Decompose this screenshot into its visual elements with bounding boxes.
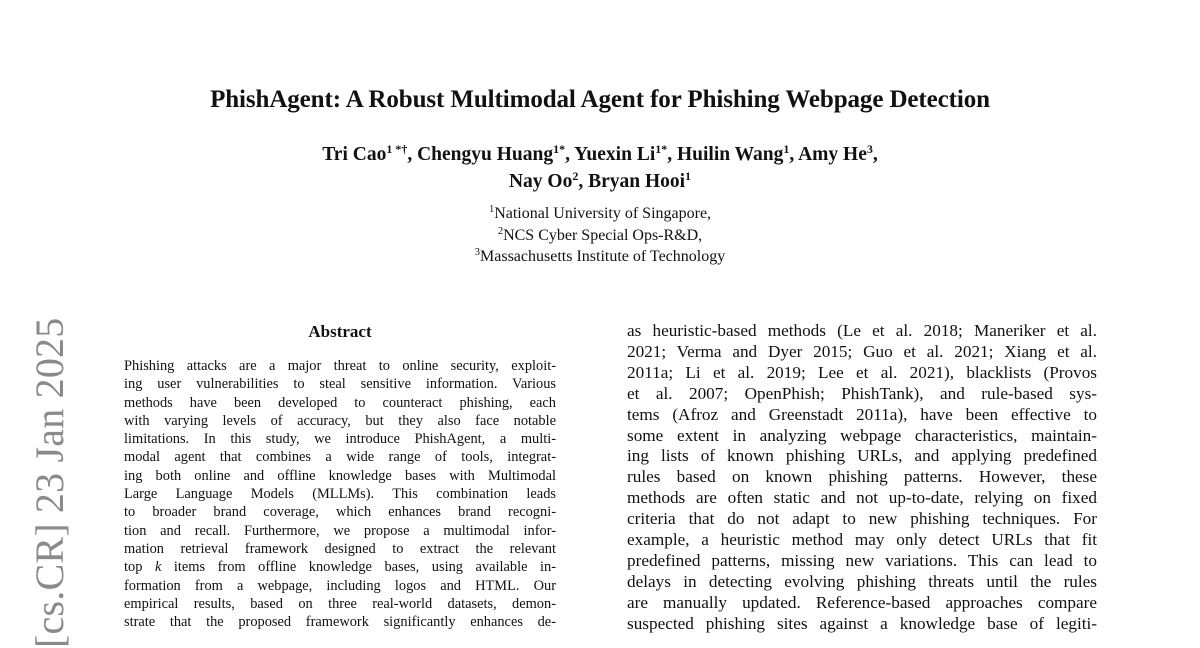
- body-line: rules based on known phishing patterns. However, these: [627, 467, 1097, 487]
- affiliation: [0, 246, 1200, 268]
- body-line: as heuristic-based methods (Le et al. 2018; Maneriker et al.: [627, 321, 1097, 340]
- author-separator: ,: [872, 144, 878, 165]
- body-line: are manually updated. Reference-based approaches compare: [627, 592, 1097, 612]
- affiliation: [0, 225, 1200, 247]
- affiliation: [0, 203, 1200, 225]
- abstract-heading: Abstract: [308, 322, 372, 341]
- arxiv-identifier: [cs.CR] 23 Jan 2025: [27, 317, 72, 648]
- body-text-column: [627, 321, 1097, 635]
- body-line: 2011a; Li et al. 2019; Lee et al. 2021), blacklists (Provos: [627, 362, 1097, 382]
- paper-title: PhishAgent: A Robust Multimodal Agent for Phishing Webpage Detection: [210, 86, 990, 113]
- affiliation-marker: 3: [474, 247, 481, 258]
- body-line: suspected phishing sites against a knowledge base of legiti-: [627, 613, 1097, 633]
- body-line: et al. 2007; OpenPhish; PhishTank), and rule-based sys-: [627, 383, 1097, 403]
- abstract-line: to broader brand coverage, which enhances brand recogni-: [124, 504, 556, 521]
- body-line: delays in detecting evolving phishing threats until the rules: [627, 571, 1097, 591]
- author-affiliation-marker: 1: [783, 142, 790, 156]
- author-name: Bryan Hooi: [588, 171, 686, 192]
- author-separator: ,: [667, 144, 677, 165]
- author-separator: ,: [565, 144, 575, 165]
- abstract-line: modal agent that combines a wide range of tools, integrat-: [124, 449, 556, 466]
- affiliation-name: NCS Cyber Special Ops-R&D,: [503, 226, 703, 244]
- author-name: Yuexin Li: [574, 144, 656, 165]
- author-affiliation-marker: 3: [866, 142, 873, 156]
- abstract-line: methods have been developed to counteract phishing, each: [124, 394, 556, 411]
- author-affiliation-marker: 2: [572, 169, 579, 183]
- abstract-line: mation retrieval framework designed to extract the relevant: [124, 540, 556, 557]
- abstract-line: limitations. In this study, we introduce PhishAgent, a multi-: [124, 431, 556, 448]
- abstract-line: ing both online and offline knowledge bases with Multimodal: [124, 467, 556, 484]
- author-affiliation-marker: 1*: [655, 142, 668, 156]
- affiliation-name: National University of Singapore,: [494, 205, 712, 222]
- abstract-line: with varying levels of accuracy, but they also face notable: [124, 412, 556, 429]
- body-line: ing lists of known phishing URLs, and applying predefined: [627, 446, 1097, 466]
- author-name: Huilin Wang: [677, 144, 784, 165]
- affiliation-marker: 1: [488, 204, 495, 215]
- body-line: methods are often static and not up-to-date, relying on fixed: [627, 488, 1097, 508]
- body-line: criteria that do not adapt to new phishing techniques. For: [627, 509, 1097, 529]
- body-line: some extent in analyzing webpage characteristics, maintain-: [627, 425, 1097, 445]
- abstract-line: empirical results, based on three real-world datasets, demon-: [124, 595, 556, 612]
- body-line: example, a heuristic method may only detect URLs that fit: [627, 530, 1097, 550]
- author-separator: ,: [578, 171, 589, 192]
- author-affiliation-marker: 1 *†: [386, 142, 408, 156]
- author-list: [0, 141, 1200, 195]
- author-line-2: [0, 168, 1200, 195]
- body-line: predefined patterns, missing new variations. This can lead to: [627, 550, 1097, 570]
- abstract-line: formation from a webpage, including logos and HTML. Our: [124, 577, 556, 594]
- author-affiliation-marker: 1: [685, 169, 692, 183]
- body-line: tems (Afroz and Greenstadt 2011a), have been effective to: [627, 404, 1097, 424]
- abstract-line: tion and recall. Furthermore, we propose a multimodal infor-: [124, 522, 556, 539]
- abstract-line: ing user vulnerabilities to steal sensitive information. Various: [124, 376, 556, 393]
- author-name: Amy He: [798, 144, 867, 165]
- abstract-line: strate that the proposed framework significantly enhances de-: [124, 614, 556, 631]
- author-separator: ,: [407, 144, 418, 165]
- author-name: Tri Cao: [322, 144, 387, 165]
- body-line: 2021; Verma and Dyer 2015; Guo et al. 2021; Xiang et al.: [627, 341, 1097, 361]
- author-affiliation-marker: 1*: [553, 142, 566, 156]
- abstract-line: Large Language Models (MLLMs). This combination leads: [124, 486, 556, 503]
- abstract-text: [124, 357, 556, 631]
- abstract-line: top k items from offline knowledge bases, using available in-: [124, 559, 556, 576]
- abstract-line: Phishing attacks are a major threat to online security, exploit-: [124, 358, 556, 374]
- author-line-1: [0, 141, 1200, 168]
- author-name: Chengyu Huang: [417, 144, 554, 165]
- author-name: Nay Oo: [508, 171, 573, 192]
- author-separator: ,: [789, 144, 799, 165]
- affiliation-name: Massachusetts Institute of Technology: [480, 248, 726, 265]
- affiliation-marker: 2: [497, 225, 504, 237]
- affiliation-list: [0, 203, 1200, 268]
